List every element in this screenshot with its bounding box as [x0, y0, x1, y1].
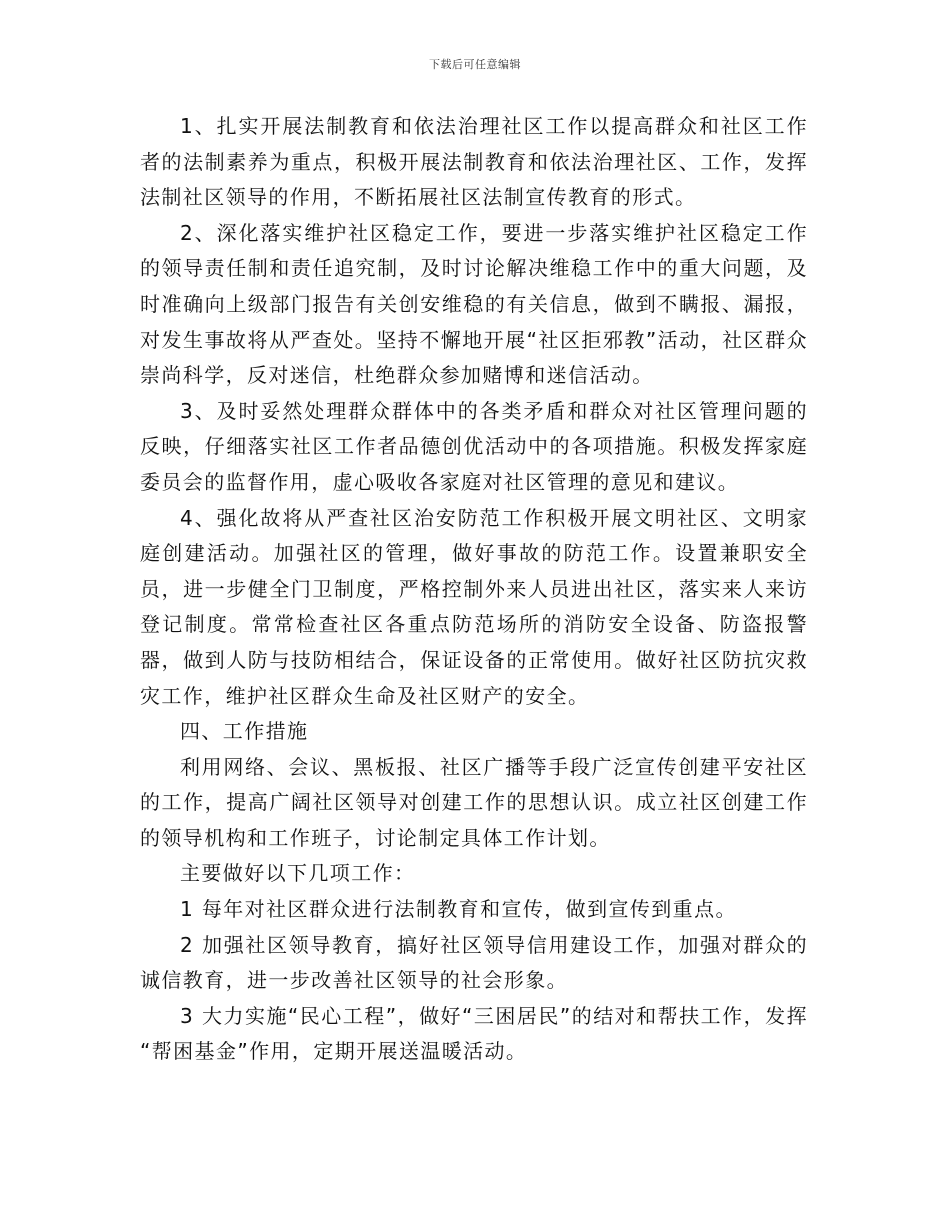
list-item-2: 2 加强社区领导教育，搞好社区领导信用建设工作，加强对群众的诚信教育，进一步改善社区领导的社会形象。: [140, 932, 808, 993]
paragraph-2: 2、深化落实维护社区稳定工作，要进一步落实维护社区稳定工作的领导责任制和责任追究制，及时讨论解决维稳工作中的重大问题，及时准确向上级部门报告有关创安维稳的有关信息，做到不瞒报、漏报，对发生事故将从严查处。坚持不懈地开展“社区拒邪教”活动，社区群众崇尚科学，反对迷信，杜绝群众参加赌博和迷信活动。: [140, 220, 808, 388]
paragraph-3: 3、及时妥然处理群众群体中的各类矛盾和群众对社区管理问题的反映，仔细落实社区工作者品德创优活动中的各项措施。积极发挥家庭委员会的监督作用，虚心吸收各家庭对社区管理的意见和建议。: [140, 398, 808, 494]
paragraph-4: 4、强化故将从严查社区治安防范工作积极开展文明社区、文明家庭创建活动。加强社区的管理，做好事故的防范工作。设置兼职安全员，进一步健全门卫制度，严格控制外来人员进出社区，落实来人来访登记制度。常常检查社区各重点防范场所的消防安全设备、防盗报警器，做到人防与技防相结合，保证设备的正常使用。做好社区防抗灾救灾工作，维护社区群众生命及社区财产的安全。: [140, 505, 808, 708]
paragraph-5: 利用网络、会议、黑板报、社区广播等手段广泛宣传创建平安社区的工作，提高广阔社区领导对创建工作的思想认识。成立社区创建工作的领导机构和工作班子，讨论制定具体工作计划。: [140, 754, 808, 850]
document-body: [140, 109, 808, 1070]
section-heading-work-measures: 四、工作措施: [180, 719, 309, 744]
paragraph-6: 主要做好以下几项工作：: [180, 861, 416, 886]
list-item-3: 3 大力实施“民心工程”，做好“三困居民”的结对和帮扶工作，发挥 “帮困基金”作用，定期开展送温暖活动。: [140, 1003, 808, 1064]
list-item-1: 1 每年对社区群众进行法制教育和宣传，做到宣传到重点。: [180, 897, 737, 922]
paragraph-1: 1、扎实开展法制教育和依法治理社区工作以提高群众和社区工作者的法制素养为重点，积极开展法制教育和依法治理社区、工作，发挥法制社区领导的作用，不断拓展社区法制宣传教育的形式。: [140, 114, 808, 210]
page-header-note: 下载后可任意编辑: [429, 58, 521, 71]
